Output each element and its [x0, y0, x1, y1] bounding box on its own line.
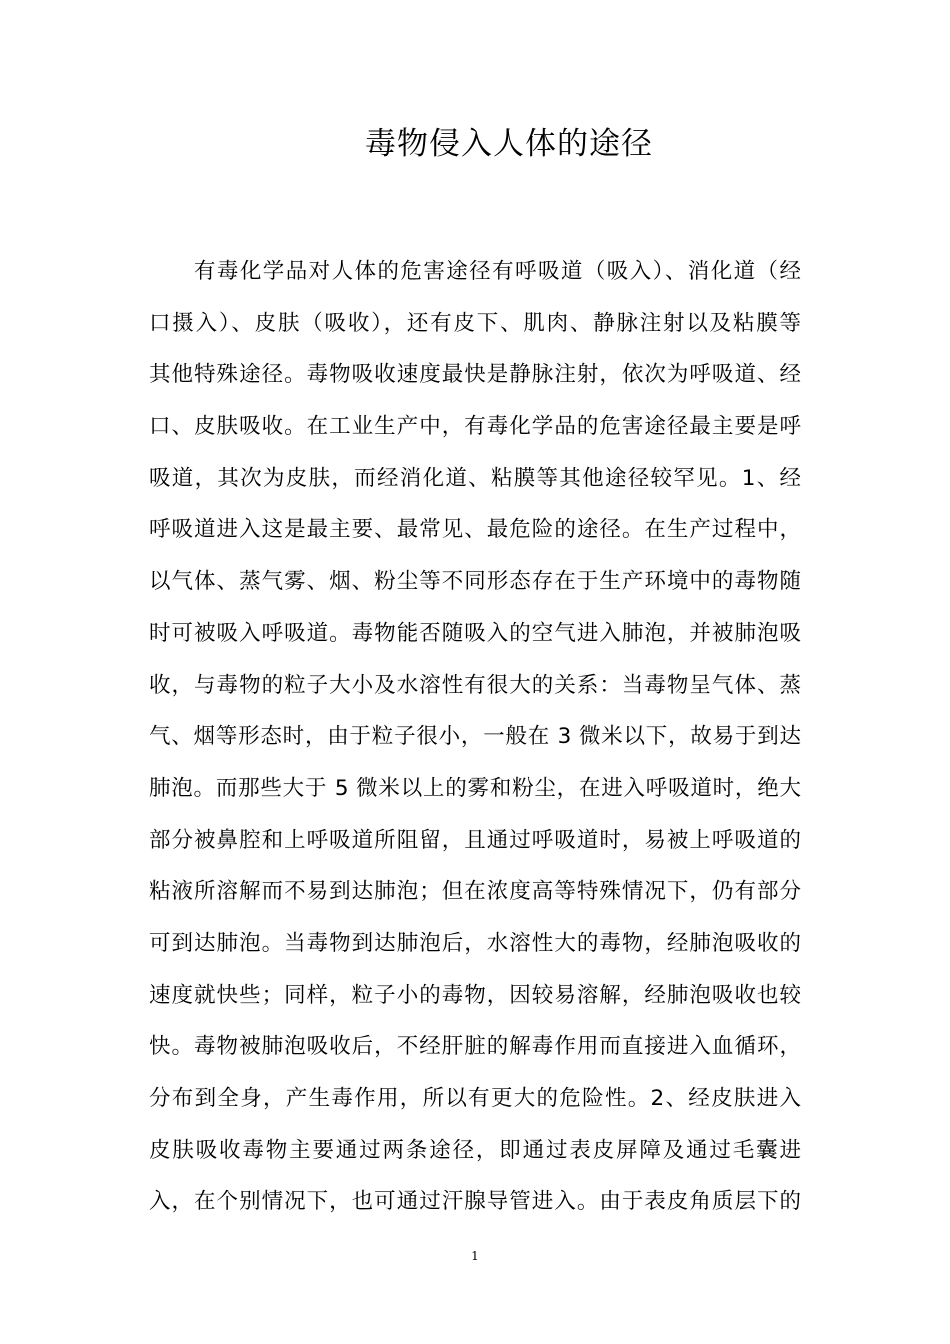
text-line: 收，与毒物的粒子大小及水溶性有很大的关系：当毒物呈气体、蒸: [149, 672, 801, 698]
text-line: 肺泡。而那些大于 5 微米以上的雾和粉尘，在进入呼吸道时，绝大: [149, 775, 801, 801]
text-line: 口、皮肤吸收。在工业生产中，有毒化学品的危害途径最主要是呼: [149, 414, 801, 440]
text-line: 其他特殊途径。毒物吸收速度最快是静脉注射，依次为呼吸道、经: [149, 362, 801, 388]
document-title: 毒物侵入人体的途径: [365, 126, 653, 162]
text-line: 快。毒物被肺泡吸收后，不经肝脏的解毒作用而直接进入血循环，: [149, 1034, 801, 1060]
text-line: 有毒化学品对人体的危害途径有呼吸道（吸入）、消化道（经: [194, 259, 801, 284]
text-line: 呼吸道进入这是最主要、最常见、最危险的途径。在生产过程中，: [149, 517, 801, 543]
text-line: 时可被吸入呼吸道。毒物能否随吸入的空气进入肺泡，并被肺泡吸: [149, 620, 801, 646]
text-line: 部分被鼻腔和上呼吸道所阻留，且通过呼吸道时，易被上呼吸道的: [149, 827, 801, 853]
text-line: 口摄入）、皮肤（吸收），还有皮下、肌肉、静脉注射以及粘膜等: [149, 310, 801, 336]
page-number: 1: [471, 1249, 479, 1263]
text-line: 气、烟等形态时，由于粒子很小，一般在 3 微米以下，故易于到达: [149, 724, 801, 750]
text-line: 速度就快些；同样，粒子小的毒物，因较易溶解，经肺泡吸收也较: [149, 982, 801, 1008]
text-line: 皮肤吸收毒物主要通过两条途径，即通过表皮屏障及通过毛囊进: [149, 1137, 801, 1163]
text-line: 粘液所溶解而不易到达肺泡；但在浓度高等特殊情况下，仍有部分: [149, 879, 801, 905]
text-line: 吸道，其次为皮肤，而经消化道、粘膜等其他途径较罕见。1、经: [149, 465, 801, 491]
text-line: 入，在个别情况下，也可通过汗腺导管进入。由于表皮角质层下的: [149, 1189, 801, 1215]
document-body: [149, 246, 801, 1228]
text-line: 分布到全身，产生毒作用，所以有更大的危险性。2、经皮肤进入: [149, 1086, 801, 1111]
text-line: 以气体、蒸气雾、烟、粉尘等不同形态存在于生产环境中的毒物随: [149, 569, 801, 595]
text-line: 可到达肺泡。当毒物到达肺泡后，水溶性大的毒物，经肺泡吸收的: [149, 930, 801, 956]
